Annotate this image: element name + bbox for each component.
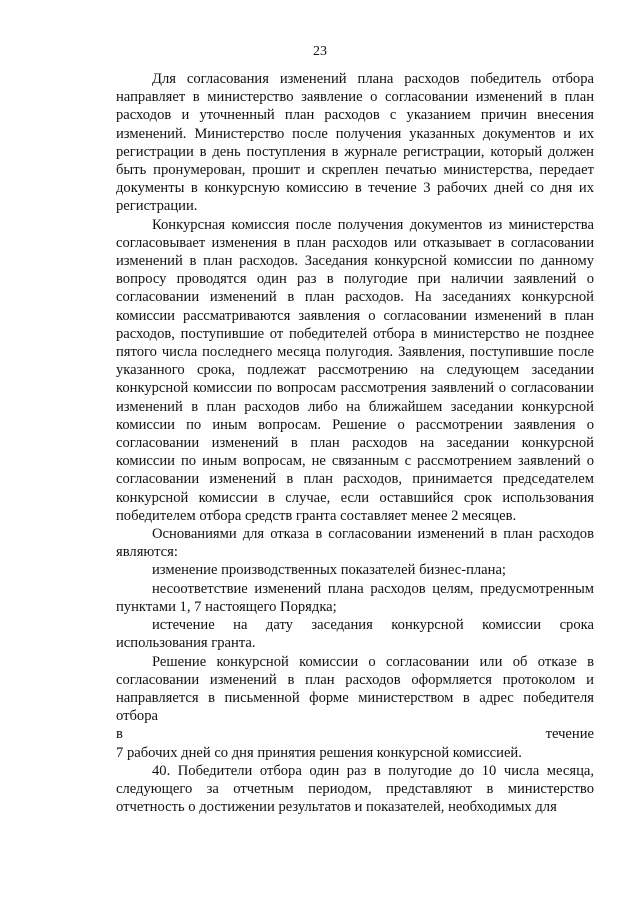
split-line [116, 725, 594, 743]
paragraph-decision-deadline: 7 рабочих дней со дня принятия решения конкурсной комиссией. [116, 744, 522, 761]
paragraph-40-reporting: 40. Победители отбора один раз в полугодие до 10 числа месяца, следующего за отчетным периодом, представляют в министерство отчетность о достижении результатов и показателей, необходимых для [116, 762, 594, 816]
page-number: 23 [313, 44, 327, 59]
paragraph-refusal-grounds: Основаниями для отказа в согласовании изменений в план расходов являются: [116, 526, 594, 561]
paragraph-plan-changes-submission: Для согласования изменений плана расходов победитель отбора направляет в министерство заявление о согласовании изменений в план расходов и уточненный план расходов с указанием причин внесения изменений. Министерство после получения указанных документов и их регистрации в день поступления в журнале регистрации, который должен быть пронумерован, прошит и скреплен печатью министерства, передает документы в конкурсную комиссию в течение 3 рабочих дней со дня их регистрации. [116, 71, 594, 215]
list-item-grant-term-expiry: истечение на дату заседания конкурсной комиссии срока использования гранта. [116, 617, 594, 652]
paragraph-commission-review: Конкурсная комиссия после получения документов из министерства согласовывает изменения в план расходов или отказывает в согласовании изменений в план расходов. Заседания конкурсной комиссии по данному вопросу проводятся один раз в полугодие при наличии заявлений о согласовании изменений в план расходов. На заседаниях конкурсной комиссии рассматриваются заявления о согласовании изменений в план расходов, поступившие от победителей отбора в министерство не позднее пятого числа последнего месяца полугодия. Заявления, поступившие после указанного срока, подлежат рассмотрению на следующем заседании конкурсной комиссии по вопросам рассмотрения заявлений о согласовании изменений в план расходов либо на ближайшем заседании конкурсной комиссии по иным вопросам. Решение о рассмотрении заявления о согласовании изменений в план расходов на заседании конкурсной комиссии по иным вопросам, не связанным с рассмотрением заявлений о согласовании изменений в план расходов, принимается председателем конкурсной комиссии в случае, если оставшийся срок использования победителем отбора средств гранта составляет менее 2 месяцев. [116, 216, 594, 524]
split-line-right: течение [545, 726, 594, 743]
list-item-purpose-mismatch: несоответствие изменений плана расходов целям, предусмотренным пунктами 1, 7 настоящего Порядка; [116, 580, 594, 615]
document-body [116, 70, 594, 816]
split-line-left: в [116, 726, 123, 743]
paragraph-commission-decision: Решение конкурсной комиссии о согласовании или об отказе в согласовании изменений в план расходов оформляется протоколом и направляется в письменной форме министерством в адрес победителя отбора [116, 653, 594, 725]
list-item-indicators-change: изменение производственных показателей бизнес-плана; [152, 562, 506, 579]
